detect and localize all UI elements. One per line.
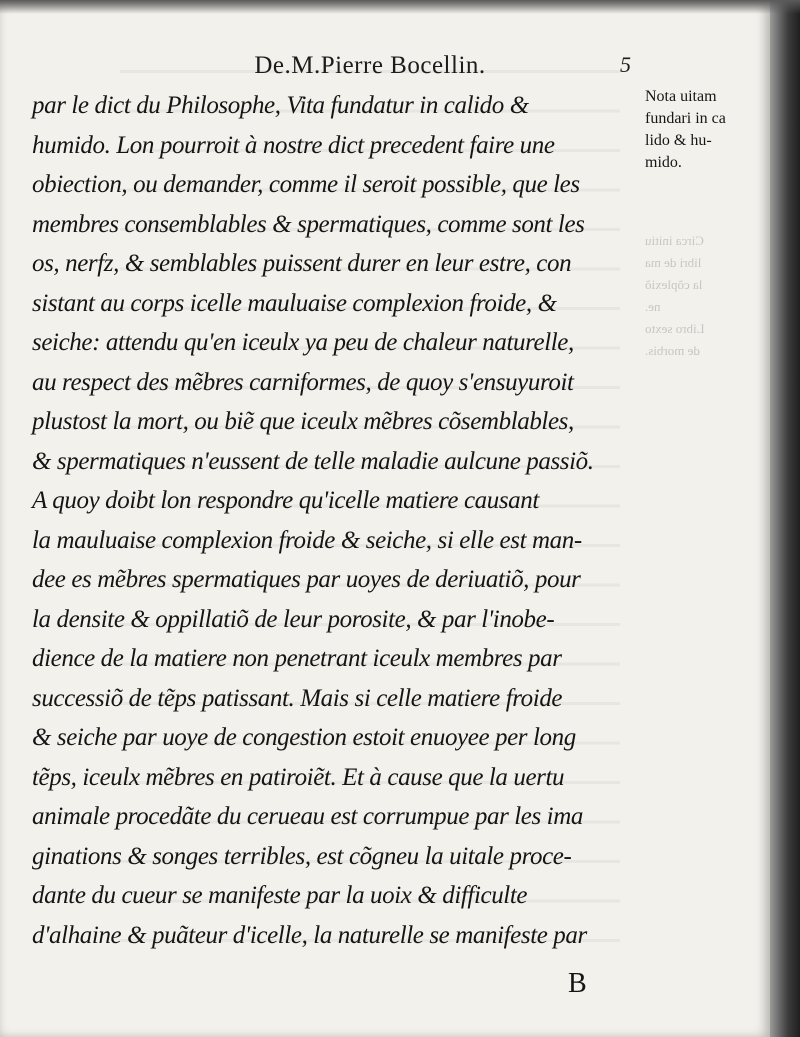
text-line: plustost la mort, ou biẽ que iceulx mẽbres cõsemblables, bbox=[32, 408, 574, 435]
text-line: par le dict du Philosophe, Vita fundatur in calido & bbox=[32, 92, 529, 119]
text-line: animale procedãte du cerueau est corrumpue par les ima bbox=[32, 803, 583, 830]
marginal-note-line: fundari in ca bbox=[645, 110, 726, 127]
running-title: De.M.Pierre Bocellin. bbox=[254, 52, 486, 79]
showthrough-line: ne. bbox=[645, 299, 661, 314]
text-line: dante du cueur se manifeste par la uoix & difficulte bbox=[32, 882, 528, 909]
marginal-note bbox=[645, 86, 770, 174]
page-number: 5 bbox=[620, 52, 631, 77]
showthrough-line: la cõplexiõ bbox=[645, 277, 703, 292]
text-line: la densite & oppillatiõ de leur porosite, & par l'inobe- bbox=[32, 605, 555, 633]
signature-mark: B bbox=[568, 968, 587, 999]
book-spine-shadow bbox=[770, 0, 800, 1037]
text-line: humido. Lon pourroit à nostre dict precedent faire une bbox=[32, 131, 555, 159]
text-line: sistant au corps icelle mauluaise complexion froide, & bbox=[32, 289, 557, 317]
showthrough-marginalia bbox=[645, 230, 770, 362]
text-line: & spermatiques n'eussent de telle maladie aulcune passiõ. bbox=[32, 447, 594, 475]
showthrough-line: Circa initiu bbox=[645, 233, 704, 248]
text-line: la mauluaise complexion froide & seiche, si elle est man- bbox=[32, 526, 582, 554]
text-line: ginations & songes terribles, est cõgneu la uitale proce- bbox=[32, 842, 572, 870]
marginal-note-line: mido. bbox=[645, 154, 682, 171]
showthrough-line: Libro sexto bbox=[645, 321, 705, 336]
text-line: A quoy doibt lon respondre qu'icelle matiere causant bbox=[32, 487, 539, 514]
text-line: successiõ de tẽps patissant. Mais si celle matiere froide bbox=[32, 684, 563, 712]
text-line: obiection, ou demander, comme il seroit possible, que les bbox=[32, 171, 580, 198]
text-line: dience de la matiere non penetrant iceulx membres par bbox=[32, 645, 562, 672]
text-line: au respect des mẽbres carniformes, de quoy s'ensuyuroit bbox=[32, 368, 574, 396]
marginal-note-line: Nota uitam bbox=[645, 88, 717, 105]
showthrough-line: libri de ma bbox=[645, 255, 702, 270]
main-text-block bbox=[32, 86, 662, 955]
text-line: d'alhaine & puãteur d'icelle, la naturelle se manifeste par bbox=[32, 921, 587, 949]
showthrough-line: de morbis. bbox=[645, 343, 700, 358]
text-line: dee es mẽbres spermatiques par uoyes de deriuatiõ, pour bbox=[32, 566, 581, 593]
text-line: tẽps, iceulx mẽbres en patiroiẽt. Et à cause que la uertu bbox=[32, 763, 565, 791]
text-line: os, nerfz, & semblables puissent durer en leur estre, con bbox=[32, 250, 572, 277]
marginal-note-line: lido & hu- bbox=[645, 132, 712, 149]
text-line: & seiche par uoye de congestion estoit enuoyee per long bbox=[32, 724, 576, 751]
page-top-shadow bbox=[0, 0, 800, 14]
text-line: membres consemblables & spermatiques, comme sont les bbox=[32, 210, 585, 238]
text-line: seiche: attendu qu'en iceulx ya peu de chaleur naturelle, bbox=[32, 329, 574, 356]
